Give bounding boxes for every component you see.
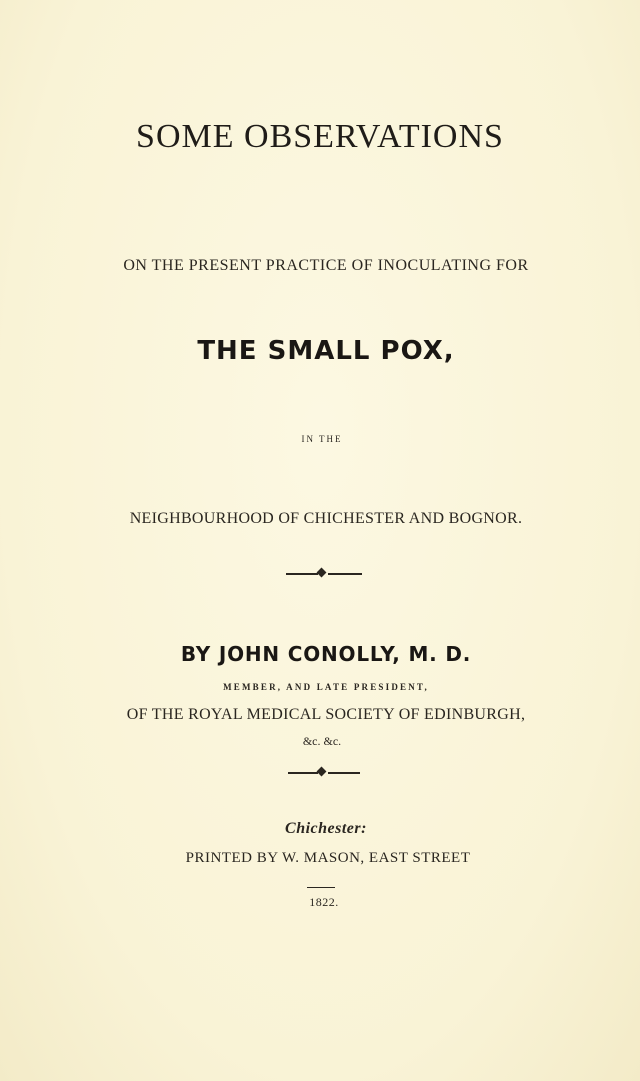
member-line: MEMBER, AND LATE PRESIDENT, — [223, 682, 429, 692]
year-rule — [307, 887, 335, 888]
place-text: NEIGHBOURHOOD OF CHICHESTER AND BOGNOR. — [129, 510, 523, 527]
disease-heading: THE SMALL POX, — [197, 336, 455, 366]
ornament-diamond — [317, 767, 327, 777]
in-the-text: IN THE — [301, 434, 343, 444]
ornament-diamond — [317, 568, 327, 578]
ornament-rule-right — [328, 772, 360, 774]
ornament-rule-left — [288, 772, 318, 774]
publication-year: 1822. — [309, 895, 339, 909]
society-line: OF THE ROYAL MEDICAL SOCIETY OF EDINBURGH, — [126, 706, 526, 723]
ornament-rule-left — [286, 573, 318, 575]
printer-line: PRINTED BY W. MASON, EAST STREET — [185, 850, 471, 866]
ornament-rule-right — [328, 573, 362, 575]
show-through-text — [249, 385, 258, 417]
book-subtitle: ON THE PRESENT PRACTICE OF INOCULATING FOR — [123, 257, 529, 274]
book-title: SOME OBSERVATIONS — [136, 118, 504, 155]
etc-line: &c. &c. — [302, 734, 342, 748]
imprint-city: Chichester: — [285, 820, 367, 837]
author-line: BY JOHN CONOLLY, M. D. — [180, 642, 472, 666]
